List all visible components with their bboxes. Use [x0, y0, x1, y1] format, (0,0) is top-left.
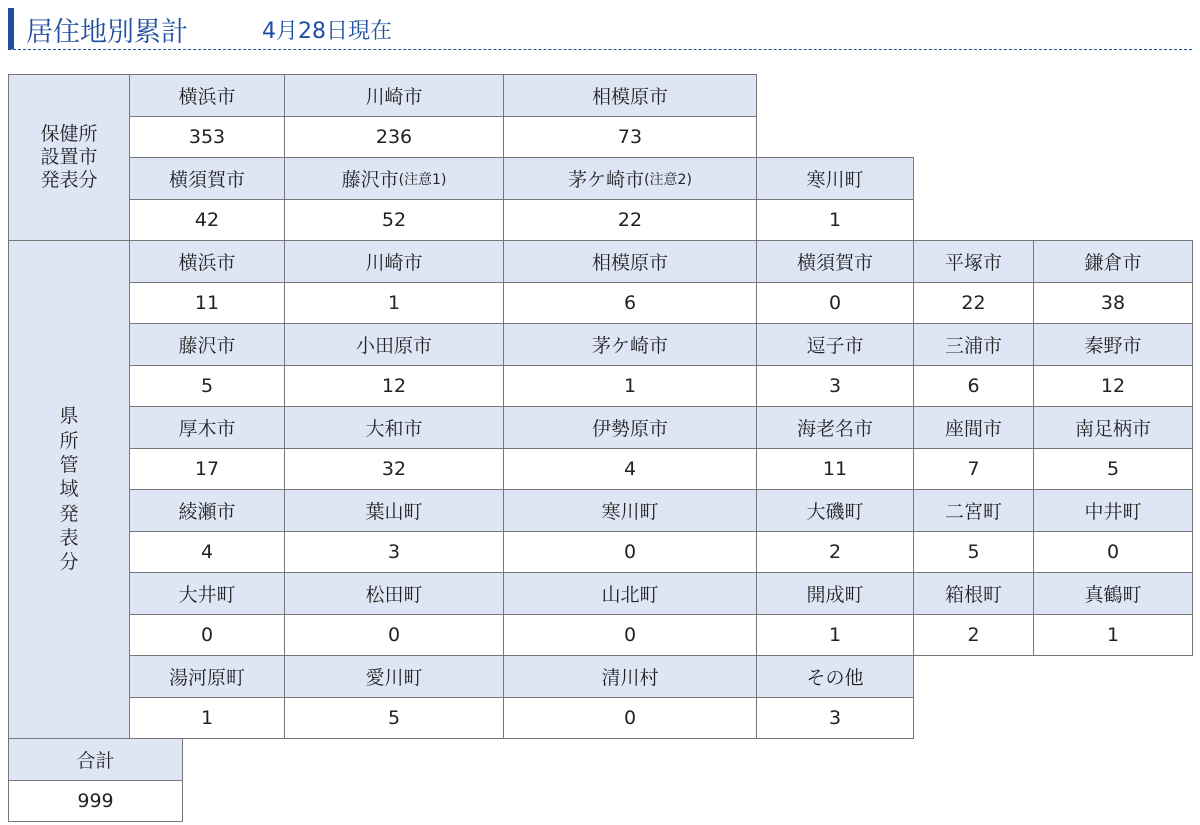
case-count-value: 22: [617, 209, 643, 231]
case-count: [129, 448, 285, 490]
case-count-value: 3: [828, 707, 842, 729]
municipality-header: [756, 572, 914, 615]
case-count-value: 0: [623, 541, 637, 563]
municipality-header: [284, 74, 504, 117]
case-count-value: 6: [967, 375, 980, 397]
municipality-name: 横浜市: [178, 86, 236, 108]
municipality-name: 大井町: [178, 584, 236, 606]
case-count-value: 11: [822, 458, 848, 480]
municipality-name: 横須賀市: [796, 252, 873, 274]
case-count-value: 42: [194, 209, 220, 231]
total-label: [8, 738, 183, 781]
section-a-label: [8, 74, 130, 241]
municipality-header: [284, 655, 504, 698]
municipality-header: [503, 240, 757, 283]
case-count: [913, 365, 1034, 407]
municipality-header: [1033, 572, 1193, 615]
section-b-label-char: 所: [59, 429, 79, 452]
case-count: [284, 116, 504, 158]
municipality-name: 伊勢原市: [591, 418, 668, 440]
case-count-value: 1: [1106, 624, 1120, 646]
case-count: [913, 614, 1034, 656]
municipality-header: [284, 323, 504, 366]
section-a-label-line: 保健所: [40, 123, 98, 146]
municipality-header: [1033, 489, 1193, 532]
case-count-value: 22: [961, 292, 986, 314]
case-count: [129, 697, 285, 739]
section-a-label-line: 発表分: [40, 168, 98, 191]
municipality-name: 厚木市: [178, 418, 236, 440]
municipality-name: 葉山町: [365, 501, 423, 523]
municipality-header: [756, 240, 914, 283]
section-b-label: [8, 240, 130, 739]
municipality-name: 小田原市: [355, 335, 432, 357]
case-count-value: 3: [828, 375, 842, 397]
municipality-name: 大磯町: [806, 501, 864, 523]
case-count-value: 4: [623, 458, 637, 480]
municipality-name: 大和市: [365, 418, 423, 440]
case-count: [756, 448, 914, 490]
section-a-label-line: 設置市: [40, 146, 98, 169]
municipality-header: [129, 240, 285, 283]
municipality-header: [129, 74, 285, 117]
case-count: [503, 614, 757, 656]
municipality-header: [503, 489, 757, 532]
case-count: [284, 365, 504, 407]
municipality-header: [756, 323, 914, 366]
case-count-value: 1: [387, 292, 401, 314]
municipality-name: 横須賀市: [168, 169, 245, 191]
municipality-name: 開成町: [806, 584, 864, 606]
footnote-marker: (注意1): [398, 171, 447, 188]
municipality-name: 川崎市: [365, 252, 423, 274]
case-count-value: 0: [828, 292, 842, 314]
case-count-value: 0: [200, 624, 214, 646]
case-count-value: 5: [1106, 458, 1120, 480]
municipality-header: [284, 157, 504, 200]
footnote-marker: (注意2): [644, 171, 692, 188]
case-count: [284, 282, 504, 324]
case-count-value: 11: [194, 292, 220, 314]
case-count-value: 6: [623, 292, 637, 314]
case-count: [284, 199, 504, 241]
municipality-name: 相模原市: [591, 252, 668, 274]
municipality-header: [913, 323, 1034, 366]
case-count-value: 0: [623, 707, 637, 729]
municipality-name: 寒川町: [806, 169, 864, 191]
case-count: [913, 531, 1034, 573]
municipality-header: [284, 572, 504, 615]
municipality-name: 綾瀬市: [178, 501, 236, 523]
case-count-value: 7: [967, 458, 980, 480]
case-count: [284, 697, 504, 739]
municipality-header: [1033, 406, 1193, 449]
municipality-name: 茅ケ崎市: [591, 335, 668, 357]
municipality-header: [503, 572, 757, 615]
municipality-header: [1033, 323, 1193, 366]
municipality-name: 南足柄市: [1074, 418, 1151, 440]
page-header: [8, 8, 1192, 50]
municipality-header: [503, 157, 757, 200]
municipality-name: 寒川町: [601, 501, 659, 523]
municipality-name: 山北町: [601, 584, 659, 606]
municipality-header: [284, 406, 504, 449]
municipality-name: 鎌倉市: [1084, 252, 1142, 274]
total-label-text: 合計: [76, 750, 115, 772]
case-count: [1033, 282, 1193, 324]
case-count: [1033, 614, 1193, 656]
section-b-label-char: 発: [59, 502, 79, 525]
case-count: [913, 448, 1034, 490]
total-value: [8, 780, 183, 822]
case-count: [913, 282, 1034, 324]
municipality-header: [129, 323, 285, 366]
case-count-value: 0: [623, 624, 637, 646]
municipality-header: [913, 406, 1034, 449]
case-count: [503, 697, 757, 739]
case-count-value: 2: [828, 541, 842, 563]
case-count-value: 2: [967, 624, 980, 646]
case-count: [129, 365, 285, 407]
case-count: [756, 614, 914, 656]
municipality-name: 横浜市: [178, 252, 236, 274]
municipality-name: 座間市: [944, 418, 1002, 440]
section-b-label-char: 県: [59, 405, 79, 428]
municipality-name: その他: [806, 667, 864, 689]
municipality-header: [756, 157, 914, 200]
municipality-name: 川崎市: [365, 86, 423, 108]
case-count: [503, 365, 757, 407]
case-count: [129, 614, 285, 656]
case-count-value: 5: [387, 707, 401, 729]
municipality-header: [129, 157, 285, 200]
municipality-header: [756, 406, 914, 449]
case-count-value: 0: [1106, 541, 1120, 563]
municipality-header: [503, 655, 757, 698]
case-count-value: 353: [188, 126, 226, 148]
municipality-header: [756, 489, 914, 532]
case-count: [284, 448, 504, 490]
municipality-header: [284, 489, 504, 532]
municipality-header: [129, 406, 285, 449]
case-count: [129, 531, 285, 573]
case-count-value: 1: [828, 209, 842, 231]
municipality-header: [756, 655, 914, 698]
case-count: [503, 199, 757, 241]
case-count-value: 236: [375, 126, 413, 148]
municipality-name: 逗子市: [806, 335, 864, 357]
case-count-value: 12: [381, 375, 407, 397]
case-count-value: 5: [967, 541, 980, 563]
case-count: [503, 116, 757, 158]
case-count: [503, 531, 757, 573]
municipality-header: [129, 489, 285, 532]
case-count-value: 3: [387, 541, 401, 563]
municipality-name: 二宮町: [944, 501, 1002, 523]
case-count-value: 4: [200, 541, 214, 563]
municipality-header: [913, 572, 1034, 615]
total-value-text: 999: [77, 790, 114, 812]
case-count: [1033, 531, 1193, 573]
municipality-header: [503, 74, 757, 117]
case-count: [1033, 448, 1193, 490]
municipality-name: 藤沢市: [178, 335, 236, 357]
case-count-value: 1: [200, 707, 214, 729]
municipality-header: [913, 489, 1034, 532]
section-b-label-char: 表: [59, 526, 79, 549]
case-count: [284, 614, 504, 656]
page-title: 居住地別累計: [26, 17, 188, 48]
case-count-value: 12: [1100, 375, 1126, 397]
case-count: [503, 282, 757, 324]
municipality-header: [503, 406, 757, 449]
municipality-name: 茅ケ崎市: [568, 169, 645, 191]
case-count-value: 73: [617, 126, 643, 148]
municipality-name: 平塚市: [944, 252, 1002, 274]
case-count: [129, 282, 285, 324]
municipality-header: [503, 323, 757, 366]
municipality-name: 海老名市: [796, 418, 873, 440]
municipality-header: [129, 655, 285, 698]
municipality-name: 真鶴町: [1084, 584, 1142, 606]
case-count: [756, 282, 914, 324]
case-count-value: 32: [381, 458, 407, 480]
section-b-label-char: 管: [59, 454, 79, 477]
section-b-label-char: 域: [59, 478, 79, 501]
municipality-name: 松田町: [365, 584, 423, 606]
page-date: 4月28日現在: [262, 19, 392, 44]
municipality-header: [913, 240, 1034, 283]
case-count-value: 1: [623, 375, 637, 397]
case-count-value: 17: [194, 458, 220, 480]
municipality-name: 藤沢市: [341, 169, 399, 191]
municipality-name: 愛川町: [365, 667, 423, 689]
case-count: [1033, 365, 1193, 407]
case-count-value: 5: [200, 375, 214, 397]
municipality-name: 箱根町: [944, 584, 1002, 606]
case-count-value: 38: [1100, 292, 1126, 314]
case-count: [756, 531, 914, 573]
case-count: [129, 116, 285, 158]
case-count: [284, 531, 504, 573]
municipality-name: 中井町: [1084, 501, 1142, 523]
case-count: [129, 199, 285, 241]
municipality-name: 湯河原町: [168, 667, 245, 689]
case-count-value: 52: [381, 209, 407, 231]
case-count-value: 0: [387, 624, 401, 646]
case-count: [756, 199, 914, 241]
municipality-header: [1033, 240, 1193, 283]
case-count: [756, 697, 914, 739]
municipality-header: [284, 240, 504, 283]
municipality-name: 秦野市: [1084, 335, 1142, 357]
municipality-header: [129, 572, 285, 615]
case-count: [503, 448, 757, 490]
section-b-label-char: 分: [59, 551, 79, 574]
case-count: [756, 365, 914, 407]
municipality-name: 三浦市: [944, 335, 1002, 357]
case-count-value: 1: [828, 624, 842, 646]
municipality-name: 相模原市: [591, 86, 668, 108]
municipality-name: 清川村: [601, 667, 659, 689]
